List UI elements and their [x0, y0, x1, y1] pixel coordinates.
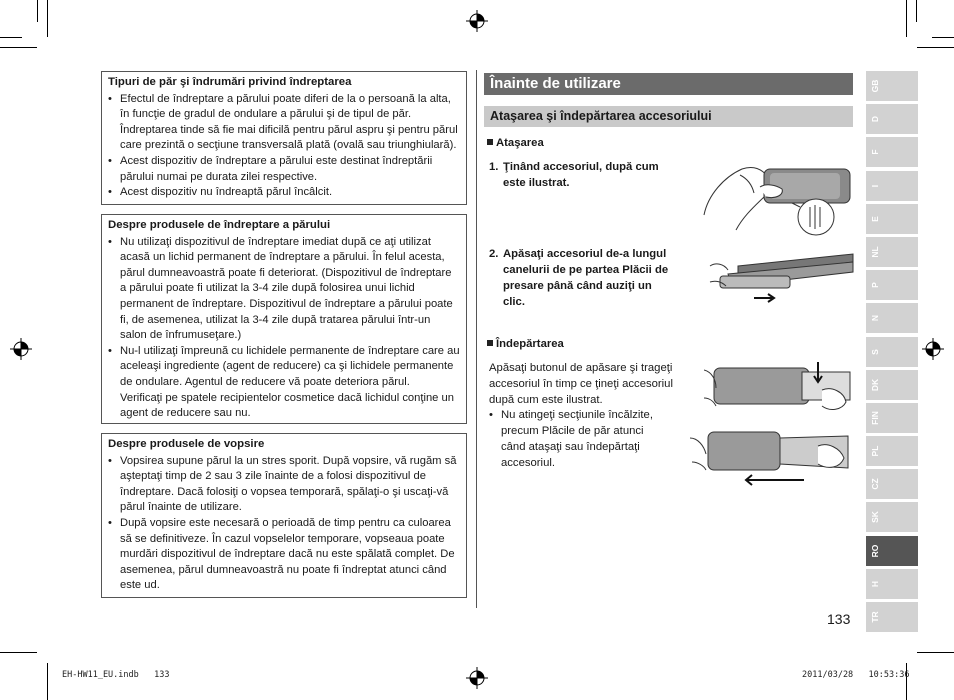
tab-dk[interactable]: DK: [866, 370, 918, 400]
step-number: 1.: [489, 161, 499, 173]
remove-note: • Nu atingeţi secţiunile încălzite, precum Plăcile de păr atunci când ataşaţi sau îndepărtaţi accesoriul.: [489, 407, 669, 471]
square-bullet-icon: [487, 340, 493, 346]
step-1: [489, 159, 659, 191]
tab-cz[interactable]: CZ: [866, 469, 918, 499]
registration-mark-left: [10, 338, 32, 360]
tab-nl[interactable]: NL: [866, 237, 918, 267]
tab-ro[interactable]: RO: [866, 536, 918, 566]
box-title: Despre produsele de îndreptare a părului: [108, 219, 331, 231]
tab-sk[interactable]: SK: [866, 502, 918, 532]
box-title: Tipuri de păr şi îndrumări privind îndreptarea: [108, 76, 352, 88]
list-item: • Efectul de îndreptare a părului poate diferi de la o persoană la alta, în funcţie de gradul de ondulare a părului şi de tipul de păr.: [120, 92, 460, 123]
list-item: • Nu utilizaţi dispozitivul de îndreptare imediat după ce aţi utilizat acasă un lichid permanent de îndreptare a părului. În felul acesta, părul dumneavoastră poate fi deteriorat. (Dispozitivul de îndreptare a părului poate fi utilizat la 3-4 zile după folosirea unui lichid permanent de îndreptare. Dispozitivul de îndreptare a părului poate fi, de asemenea, utilizat la 3-4 zile după tratarea părului într-un salon de înfrumuseţare.): [120, 235, 460, 344]
list-item: [120, 391, 460, 422]
footer-timestamp: 2011/03/28 10:53:36: [802, 670, 910, 680]
step-text: Ţinând accesoriul, după cum este ilustrat.: [503, 161, 659, 189]
page-number: 133: [827, 611, 851, 627]
column-divider: [476, 70, 477, 608]
list-item: [120, 123, 460, 154]
list-item-continued: Îndreptarea tinde să fie mai dificilă pentru părul aspru şi pentru părul care prezintă o secţiune transversală plată (ovală sau triunghiulară).: [120, 123, 458, 152]
tab-n[interactable]: N: [866, 303, 918, 333]
tab-f[interactable]: F: [866, 137, 918, 167]
illustration-press-accessory: [708, 246, 858, 306]
tab-gb[interactable]: GB: [866, 71, 918, 101]
straightening-products-box: [101, 214, 467, 424]
language-tabs: [866, 71, 918, 635]
tab-e[interactable]: E: [866, 204, 918, 234]
attach-label: Ataşarea: [487, 137, 544, 149]
tab-tr[interactable]: TR: [866, 602, 918, 632]
section-heading: Înainte de utilizare: [484, 73, 853, 95]
dye-products-box: [101, 433, 467, 598]
tab-pl[interactable]: PL: [866, 436, 918, 466]
tab-s[interactable]: S: [866, 337, 918, 367]
list-item-continued: Verificaţi pe spatele recipientelor cosmetice dacă lichidul conţine un agent de reducere sau nu.: [120, 391, 454, 420]
illustration-remove-pull: [688, 428, 854, 488]
list-item: • Acest dispozitiv de îndreptare a părului este destinat îndreptării părului numai pe durata zilei respective.: [120, 154, 460, 185]
list-item: • Nu-l utilizaţi împreună cu lichidele permanente de îndreptare care au aceleaşi ingrediente (agent de reducere) ca şi lichidele permanente de ondulare. Agentul de reducere vă poate deteriora părul.: [120, 344, 460, 391]
list-item: • După vopsire este necesară o perioadă de timp pentru ca culoarea să se definitiveze. În cazul vopselelor temporare, vopseaua poate murdări dispozitivul de îndreptare dacă nu este spălată complet. De asemenea, părul dumneavoastră nu poate fi îndreptat atunci când este ud.: [120, 516, 460, 594]
registration-mark-right: [922, 338, 944, 360]
square-bullet-icon: [487, 139, 493, 145]
remove-label: Îndepărtarea: [487, 338, 564, 350]
tab-d[interactable]: D: [866, 104, 918, 134]
tab-fin[interactable]: FIN: [866, 403, 918, 433]
remove-text: Apăsaţi butonul de apăsare şi trageţi accesoriul în timp ce ţineţi accesoriul după cum este ilustrat.: [489, 362, 673, 406]
tab-h[interactable]: H: [866, 569, 918, 599]
section-subheading: Ataşarea şi îndepărtarea accesoriului: [484, 106, 853, 127]
footer-file: EH-HW11_EU.indb 133: [62, 670, 170, 680]
illustration-remove-push-button: [704, 358, 854, 420]
box-title: Despre produsele de vopsire: [108, 438, 265, 450]
step-text: Apăsaţi accesoriul de-a lungul canelurii de pe partea Plăcii de presare până când auziţi un clic.: [503, 248, 669, 308]
list-item: • Acest dispozitiv nu îndreaptă părul încâlcit.: [120, 185, 460, 201]
registration-mark-top: [466, 10, 488, 32]
registration-mark-bottom: [466, 667, 488, 689]
illustration-hold-accessory: [696, 155, 856, 240]
tab-i[interactable]: I: [866, 171, 918, 201]
hair-types-box: [101, 71, 467, 205]
list-item: • Vopsirea supune părul la un stres sporit. După vopsire, vă rugăm să aşteptaţi timp de 2 sau 3 zile înainte de a folosi dispozitivul de îndreptare. Dacă folosiţi o vopsea temporară, spălaţi-o şi uscaţi-vă părul înainte de utilizare.: [120, 454, 460, 516]
step-2: [489, 246, 675, 310]
step-number: 2.: [489, 248, 499, 260]
tab-p[interactable]: P: [866, 270, 918, 300]
